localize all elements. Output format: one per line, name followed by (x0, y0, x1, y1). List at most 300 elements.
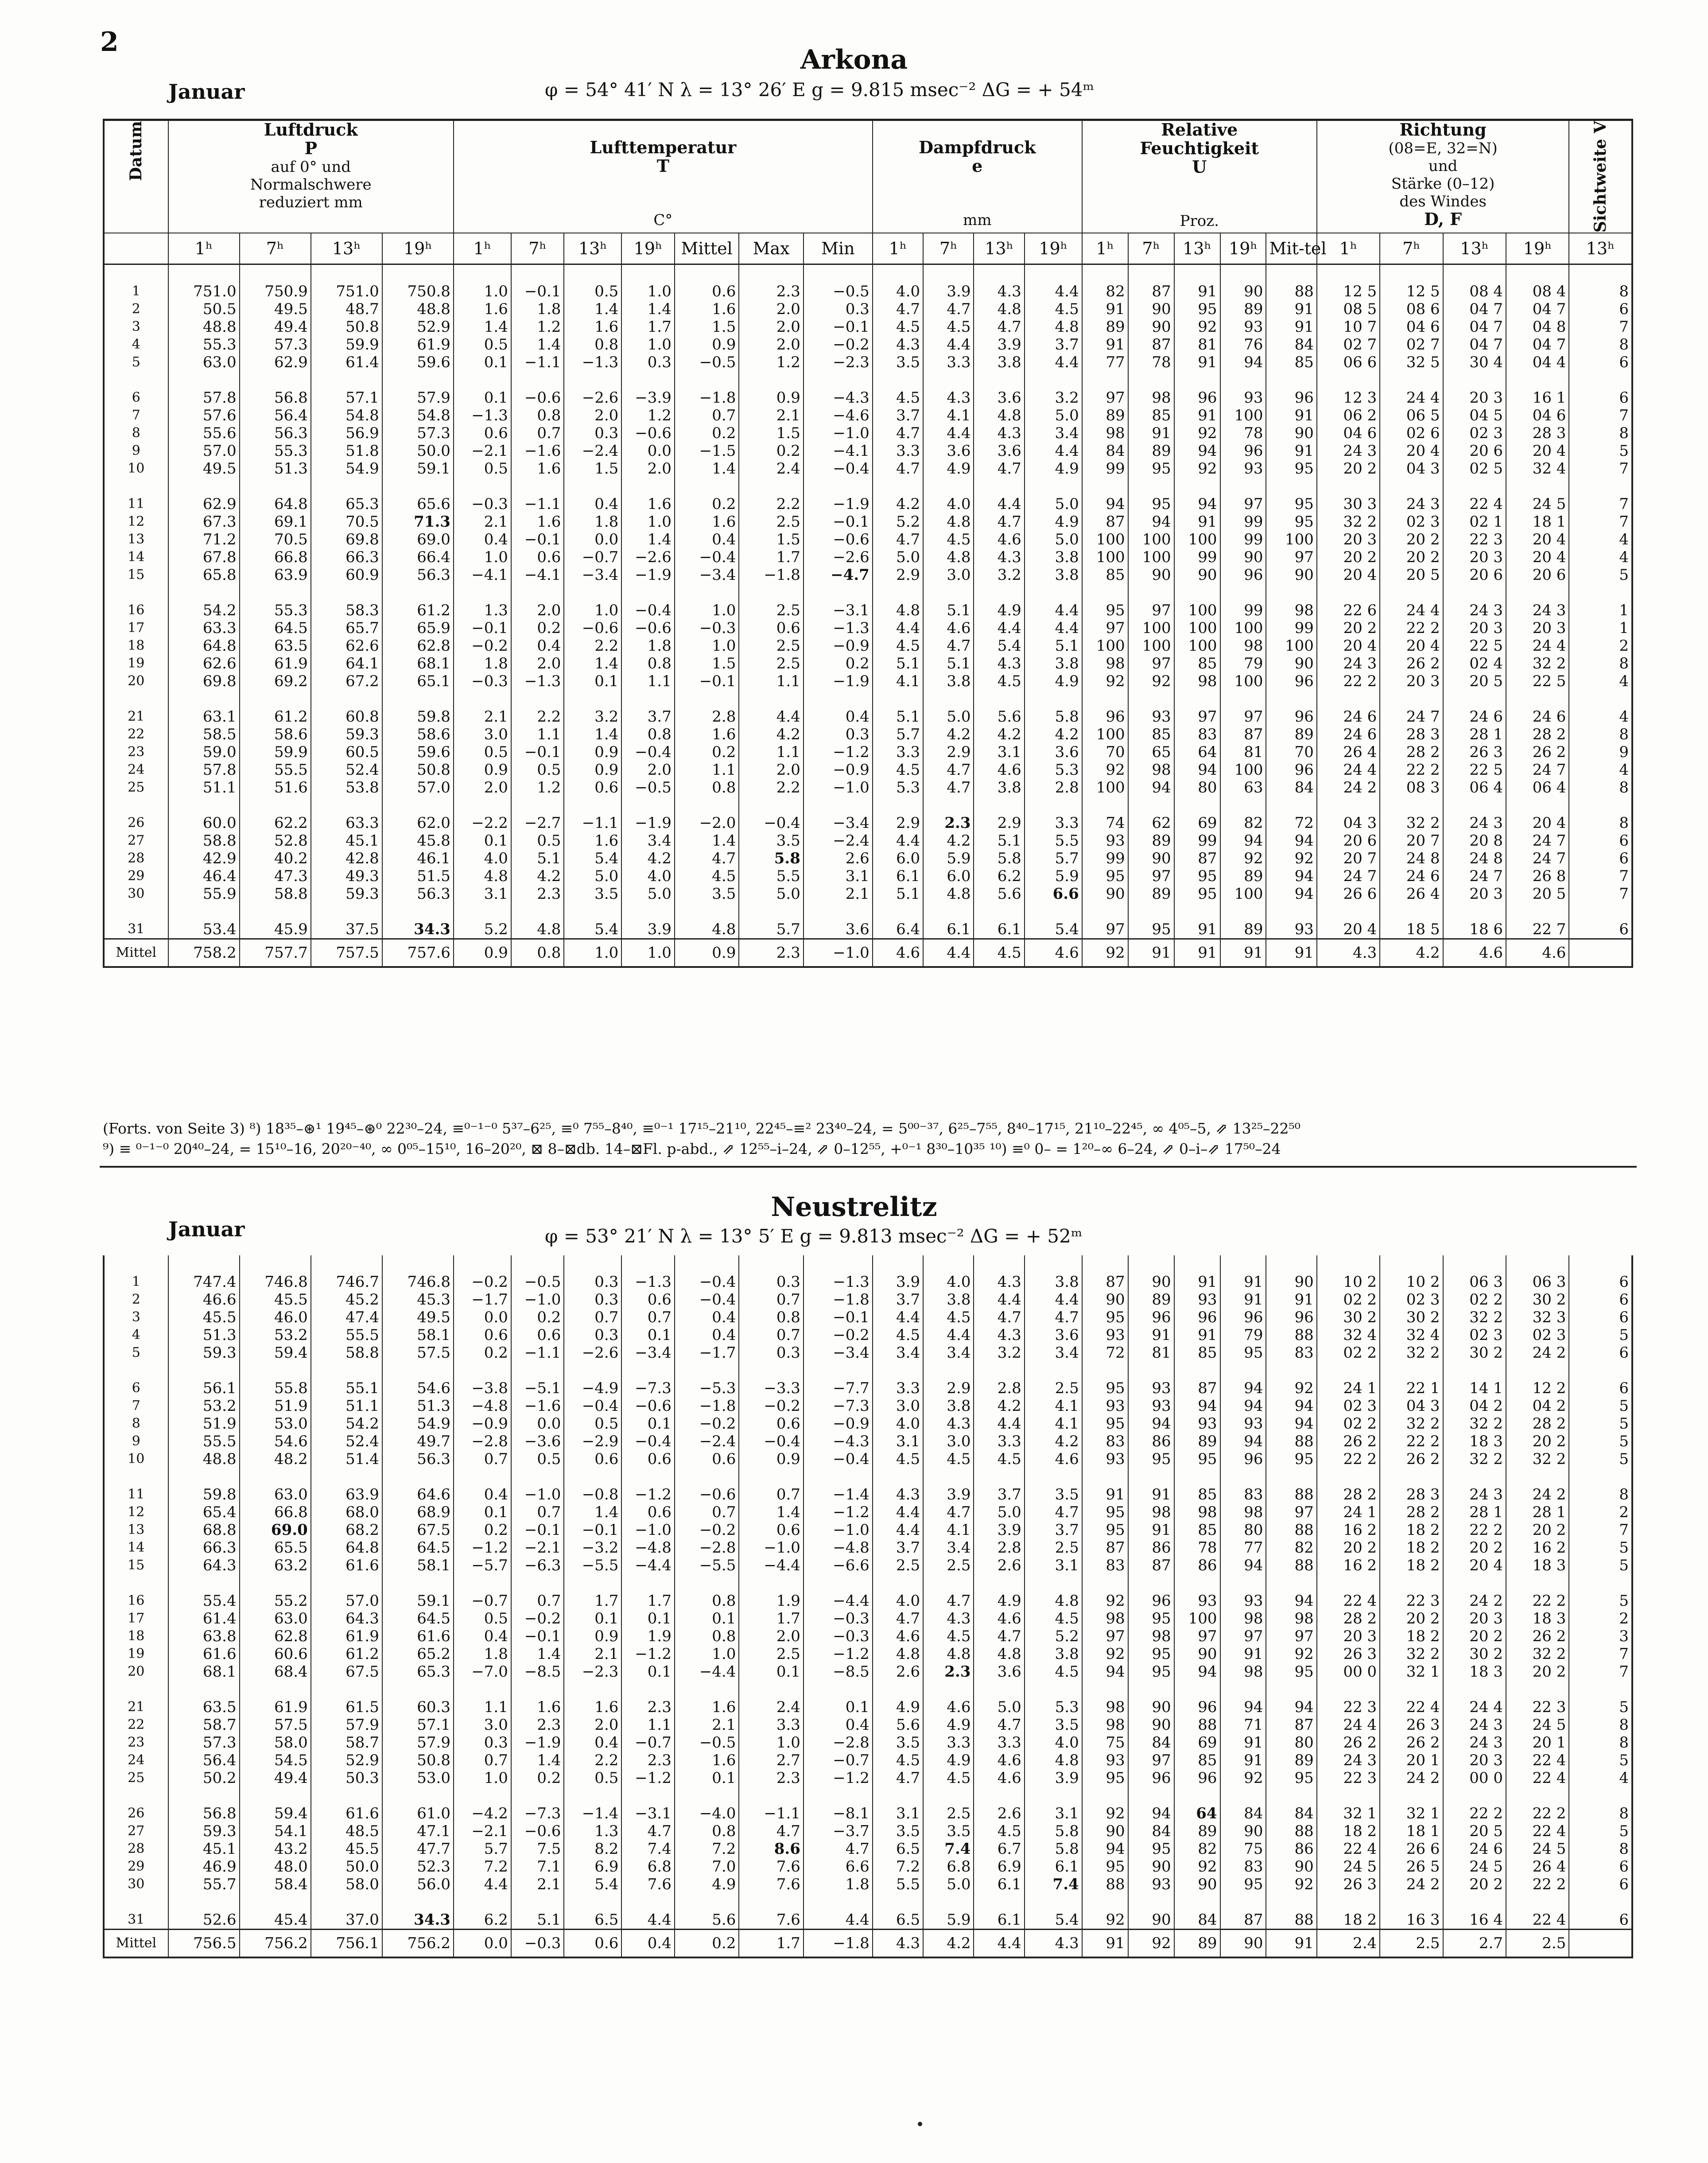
value-cell: 93 (1220, 318, 1266, 336)
spacer-cell (1443, 1255, 1506, 1273)
value-cell: 24 3 (1317, 442, 1380, 460)
value-cell: 2.5 (873, 1557, 923, 1574)
value-cell: 3.2 (974, 566, 1024, 584)
table-row (104, 1627, 1632, 1645)
mittel-cell: 756.1 (311, 1930, 382, 1958)
day-cell: 11 (104, 1486, 168, 1503)
spacer-cell (1443, 371, 1506, 389)
value-cell: 0.7 (511, 1503, 564, 1521)
value-cell: 24 6 (1443, 1840, 1506, 1858)
value-cell: 24 2 (1380, 1769, 1443, 1787)
value-cell: 20 6 (1317, 832, 1380, 850)
page-dot (918, 2122, 922, 2126)
value-cell: 3.0 (923, 1433, 974, 1450)
value-cell: 2.0 (454, 779, 511, 796)
value-cell: 59.1 (382, 460, 454, 478)
value-cell: 20 2 (1506, 1433, 1569, 1450)
value-cell: 87 (1082, 1273, 1128, 1291)
value-cell: 90 (1128, 1273, 1174, 1291)
group-spacer (104, 264, 1632, 283)
value-cell: 53.2 (168, 1397, 240, 1415)
value-cell: 83 (1174, 726, 1220, 743)
value-cell: 20 4 (1317, 920, 1380, 939)
table-row (104, 548, 1632, 566)
value-cell: 64.3 (168, 1557, 240, 1574)
value-cell: 5.4 (564, 850, 621, 867)
value-cell: 0.6 (454, 1326, 511, 1344)
value-cell: 56.3 (382, 885, 454, 903)
value-cell: 20 3 (1380, 672, 1443, 690)
value-cell: 52.4 (311, 1433, 382, 1450)
value-cell: 51.3 (382, 1397, 454, 1415)
value-cell: 98 (1220, 1663, 1266, 1681)
value-cell: 94 (1220, 1433, 1266, 1450)
value-cell: 26 4 (1380, 885, 1443, 903)
value-cell: 3.3 (873, 1379, 923, 1397)
table-row (104, 1539, 1632, 1557)
spacer-cell (168, 1362, 240, 1379)
spacer-cell (675, 1362, 739, 1379)
value-cell: 746.8 (382, 1273, 454, 1291)
table-row (104, 1716, 1632, 1734)
value-cell: 83 (1220, 1486, 1266, 1503)
spacer-cell (739, 584, 804, 602)
value-cell: 4.5 (873, 1450, 923, 1468)
spacer-cell (873, 371, 923, 389)
table-row (104, 761, 1632, 779)
value-cell: 24 2 (1506, 1344, 1569, 1362)
value-cell: 95 (1082, 1415, 1128, 1433)
value-cell: 65.2 (382, 1645, 454, 1663)
value-cell: 50.0 (382, 442, 454, 460)
value-cell: −3.4 (804, 814, 873, 832)
spacer-cell (1174, 1362, 1220, 1379)
spacer-cell (1082, 796, 1128, 814)
value-cell: 63.5 (240, 637, 311, 655)
spacer-cell (1443, 690, 1506, 708)
value-cell: 87 (1266, 1716, 1316, 1734)
mittel-cell: 4.5 (974, 939, 1024, 967)
spacer-cell (311, 1255, 382, 1273)
value-cell: 3.8 (1025, 1273, 1082, 1291)
value-cell: 94 (1174, 1663, 1220, 1681)
value-cell: 56.3 (240, 424, 311, 442)
value-cell: 88 (1266, 1822, 1316, 1840)
value-cell: 62.6 (311, 637, 382, 655)
value-cell: 2.6 (974, 1557, 1024, 1574)
value-cell: 4.1 (873, 672, 923, 690)
value-cell: 55.5 (311, 1326, 382, 1344)
value-cell: 04 7 (1443, 300, 1506, 318)
value-cell: −1.5 (675, 442, 739, 460)
table-row (104, 1273, 1632, 1291)
value-cell: 12 2 (1506, 1379, 1569, 1397)
value-cell: 3.3 (739, 1716, 804, 1734)
value-cell: 98 (1266, 602, 1316, 619)
value-cell: −1.2 (621, 1645, 675, 1663)
mittel-cell: 91 (1128, 939, 1174, 967)
value-cell: 65.8 (168, 566, 240, 584)
value-cell: 5.0 (974, 1503, 1024, 1521)
value-cell: 69.1 (240, 513, 311, 531)
value-cell: 18 1 (1506, 513, 1569, 531)
value-cell: 02 3 (1380, 513, 1443, 531)
table-row (104, 1876, 1632, 1893)
spacer-cell (511, 264, 564, 283)
value-cell: 46.0 (240, 1309, 311, 1326)
value-cell: 96 (1128, 1592, 1174, 1610)
mittel-cell: 2.5 (1506, 1930, 1569, 1958)
value-cell: 4.9 (974, 1592, 1024, 1610)
value-cell: 0.4 (804, 1716, 873, 1734)
value-cell: 2.8 (675, 708, 739, 726)
value-cell: 22 2 (1506, 1876, 1569, 1893)
value-cell: −2.9 (564, 1433, 621, 1450)
footnote-line-1: (Forts. von Seite 3) ⁸) 18³⁵–⊛¹ 19⁴⁵–⊛⁰ 22³⁰–24, ≡⁰⁻¹⁻⁰ 5³⁷–6²⁵, ≡⁰ 7⁵⁵–8⁴⁰, ≡⁰⁻¹ 17¹⁵–21¹⁰, 22⁴⁵–≡² 23⁴⁰–24, = 5⁰⁰⁻³⁷, 6²⁵–7⁵⁵, 8⁴⁰–17¹⁵, 21¹⁰–22⁴⁵, ∞ 4⁰⁵–5, ⇗ 13²⁵–22⁵⁰ (103, 1120, 1301, 1137)
value-cell: 26 6 (1317, 885, 1380, 903)
value-cell: −1.0 (804, 779, 873, 796)
spacer-cell (240, 1681, 311, 1698)
day-cell: 11 (104, 495, 168, 513)
value-cell: 45.5 (168, 1309, 240, 1326)
value-cell: 86 (1174, 1557, 1220, 1574)
spacer-cell (675, 1787, 739, 1805)
spacer-cell (382, 371, 454, 389)
value-cell: 59.9 (240, 743, 311, 761)
spacer-cell (511, 1255, 564, 1273)
value-cell: 90 (1082, 885, 1128, 903)
subheader-cell: 7ʰ (511, 233, 564, 264)
spacer-cell (454, 478, 511, 495)
value-cell: 24 5 (1443, 1858, 1506, 1876)
value-cell: 4.9 (974, 602, 1024, 619)
value-cell: 5 (1569, 1539, 1632, 1557)
value-cell: 57.8 (168, 761, 240, 779)
value-cell: −1.6 (511, 1397, 564, 1415)
value-cell: −0.4 (804, 460, 873, 478)
value-cell: 08 3 (1380, 779, 1443, 796)
value-cell: 20 3 (1443, 885, 1506, 903)
table-row (104, 442, 1632, 460)
mittel-cell: 91 (1220, 939, 1266, 967)
value-cell: 3.8 (974, 779, 1024, 796)
value-cell: 3.1 (873, 1805, 923, 1822)
value-cell: −1.0 (739, 1539, 804, 1557)
value-cell: 02 2 (1317, 1344, 1380, 1362)
value-cell: 4.7 (873, 300, 923, 318)
value-cell: 78 (1220, 424, 1266, 442)
day-cell: 16 (104, 602, 168, 619)
value-cell: −0.2 (739, 1397, 804, 1415)
value-cell: 3.8 (1025, 1645, 1082, 1663)
value-cell: 4.4 (873, 832, 923, 850)
value-cell: 3.7 (873, 1291, 923, 1309)
value-cell: 97 (1174, 708, 1220, 726)
value-cell: 02 7 (1380, 336, 1443, 353)
value-cell: 28 2 (1380, 1503, 1443, 1521)
value-cell: 92 (1266, 1379, 1316, 1397)
spacer-cell (564, 690, 621, 708)
spacer-cell (1025, 584, 1082, 602)
value-cell: 18 5 (1380, 920, 1443, 939)
spacer-cell (564, 903, 621, 920)
value-cell: 5.9 (1025, 867, 1082, 885)
spacer-cell (564, 1893, 621, 1911)
table-row (104, 602, 1632, 619)
value-cell: 3.8 (923, 672, 974, 690)
value-cell: 58.0 (311, 1876, 382, 1893)
value-cell: 51.4 (311, 1450, 382, 1468)
spacer-cell (382, 1362, 454, 1379)
value-cell: 4.6 (974, 531, 1024, 548)
value-cell: −0.1 (511, 283, 564, 300)
value-cell: 20 3 (1506, 619, 1569, 637)
value-cell: 91 (1128, 1521, 1174, 1539)
value-cell: 4.9 (1025, 513, 1082, 531)
value-cell: −1.8 (675, 1397, 739, 1415)
value-cell: 3.3 (873, 442, 923, 460)
value-cell: 4.5 (974, 672, 1024, 690)
value-cell: 85 (1266, 353, 1316, 371)
value-cell: −1.2 (804, 1503, 873, 1521)
spacer-cell (1380, 796, 1443, 814)
value-cell: 5.0 (1025, 495, 1082, 513)
value-cell: 1.6 (675, 1751, 739, 1769)
spacer-cell (804, 1255, 873, 1273)
value-cell: 88 (1266, 283, 1316, 300)
value-cell: 57.0 (382, 779, 454, 796)
value-cell: 54.1 (240, 1822, 311, 1840)
value-cell: 100 (1082, 531, 1128, 548)
value-cell: 22 5 (1443, 637, 1506, 655)
spacer-cell (1025, 1787, 1082, 1805)
value-cell: 4.7 (974, 1309, 1024, 1326)
value-cell: 84 (1266, 1805, 1316, 1822)
value-cell: 91 (1266, 442, 1316, 460)
value-cell: 2.4 (739, 460, 804, 478)
value-cell: −2.4 (804, 832, 873, 850)
value-cell: 7.6 (739, 1911, 804, 1930)
spacer-cell (1569, 1574, 1632, 1592)
value-cell: 1.4 (621, 300, 675, 318)
luftdruck-header: Luftdruck P auf 0° und Normalschwere reduziert mm (168, 120, 454, 233)
spacer-cell (974, 903, 1024, 920)
value-cell: 3.6 (1025, 1326, 1082, 1344)
value-cell: 85 (1082, 566, 1128, 584)
spacer-cell (923, 478, 974, 495)
value-cell: 30 2 (1443, 1344, 1506, 1362)
value-cell: 0.6 (564, 779, 621, 796)
value-cell: −1.0 (804, 1521, 873, 1539)
value-cell: 24 4 (1317, 761, 1380, 779)
spacer-cell (675, 264, 739, 283)
spacer-cell (1266, 1787, 1316, 1805)
value-cell: 3.3 (873, 743, 923, 761)
spacer-cell (104, 796, 168, 814)
value-cell: 6 (1569, 1291, 1632, 1309)
value-cell: 1.6 (675, 1698, 739, 1716)
value-cell: 90 (1266, 566, 1316, 584)
value-cell: 18 2 (1380, 1539, 1443, 1557)
value-cell: 92 (1082, 1645, 1128, 1663)
value-cell: 6.6 (804, 1858, 873, 1876)
value-cell: 43.2 (240, 1840, 311, 1858)
day-cell: 29 (104, 867, 168, 885)
spacer-cell (1317, 1468, 1380, 1486)
value-cell: 0.8 (675, 1822, 739, 1840)
value-cell: 0.7 (454, 1751, 511, 1769)
spacer-cell (1082, 1787, 1128, 1805)
spacer-cell (1569, 584, 1632, 602)
spacer-cell (311, 796, 382, 814)
value-cell: 54.8 (382, 407, 454, 424)
value-cell: −1.4 (804, 1486, 873, 1503)
value-cell: 5 (1569, 1751, 1632, 1769)
value-cell: 1.0 (621, 513, 675, 531)
value-cell: 3.8 (1025, 548, 1082, 566)
value-cell: 4.4 (1025, 442, 1082, 460)
mittel-cell: 4.6 (1506, 939, 1569, 967)
value-cell: 02 3 (1506, 1326, 1569, 1344)
value-cell: 4.8 (923, 1645, 974, 1663)
value-cell: 4.8 (675, 920, 739, 939)
value-cell: 10 7 (1317, 318, 1380, 336)
value-cell: 85 (1174, 655, 1220, 672)
day-cell: 29 (104, 1858, 168, 1876)
value-cell: −0.4 (804, 1450, 873, 1468)
value-cell: 90 (1266, 1273, 1316, 1291)
value-cell: 1.6 (511, 460, 564, 478)
value-cell: 95 (1082, 602, 1128, 619)
value-cell: 55.3 (240, 442, 311, 460)
value-cell: 34.3 (382, 1911, 454, 1930)
value-cell: 78 (1174, 1539, 1220, 1557)
value-cell: 91 (1174, 1273, 1220, 1291)
value-cell: 61.9 (240, 1698, 311, 1716)
value-cell: 7 (1569, 867, 1632, 885)
value-cell: 0.2 (804, 655, 873, 672)
value-cell: 22 4 (1506, 1751, 1569, 1769)
spacer-cell (1317, 1255, 1380, 1273)
value-cell: 4.3 (873, 1486, 923, 1503)
value-cell: 0.3 (739, 1273, 804, 1291)
value-cell: 5.7 (739, 920, 804, 939)
value-cell: 80 (1266, 1734, 1316, 1751)
value-cell: 20 4 (1317, 637, 1380, 655)
value-cell: 2.2 (564, 637, 621, 655)
value-cell: 94 (1220, 1397, 1266, 1415)
mittel-cell: 89 (1174, 1930, 1220, 1958)
value-cell: 96 (1220, 1450, 1266, 1468)
value-cell: −2.1 (454, 1822, 511, 1840)
spacer-cell (923, 1362, 974, 1379)
spacer-cell (1443, 1574, 1506, 1592)
value-cell: 96 (1220, 1309, 1266, 1326)
value-cell: 3.6 (804, 920, 873, 939)
value-cell: 95 (1128, 920, 1174, 939)
value-cell: 22 2 (1317, 672, 1380, 690)
value-cell: 6 (1569, 832, 1632, 850)
value-cell: 4.5 (1025, 300, 1082, 318)
value-cell: 6 (1569, 850, 1632, 867)
day-cell: 28 (104, 850, 168, 867)
value-cell: 68.9 (382, 1503, 454, 1521)
table-row (104, 814, 1632, 832)
day-cell: 25 (104, 1769, 168, 1787)
spacer-cell (923, 371, 974, 389)
spacer-cell (873, 690, 923, 708)
value-cell: 95 (1174, 300, 1220, 318)
value-cell: 5.6 (675, 1911, 739, 1930)
value-cell: 4.5 (974, 1822, 1024, 1840)
value-cell: 747.4 (168, 1273, 240, 1291)
spacer-cell (382, 1574, 454, 1592)
mittel-cell: 91 (1266, 1930, 1316, 1958)
value-cell: 82 (1082, 283, 1128, 300)
value-cell: 1.4 (511, 1751, 564, 1769)
value-cell: 54.2 (311, 1415, 382, 1433)
value-cell: 1.7 (739, 548, 804, 566)
spacer-cell (675, 903, 739, 920)
value-cell: −1.2 (621, 1486, 675, 1503)
value-cell: −0.6 (621, 424, 675, 442)
day-cell: 28 (104, 1840, 168, 1858)
value-cell: −1.3 (564, 353, 621, 371)
value-cell: 0.6 (564, 1450, 621, 1468)
value-cell: 4.9 (923, 460, 974, 478)
value-cell: 4.9 (675, 1876, 739, 1893)
value-cell: −1.4 (564, 1805, 621, 1822)
value-cell: −4.4 (804, 1592, 873, 1610)
day-cell: 15 (104, 566, 168, 584)
value-cell: 51.9 (240, 1397, 311, 1415)
value-cell: 6.8 (923, 1858, 974, 1876)
value-cell: 95 (1082, 1769, 1128, 1787)
value-cell: −0.1 (454, 619, 511, 637)
value-cell: 20 2 (1443, 1539, 1506, 1557)
spacer-cell (804, 478, 873, 495)
value-cell: −4.4 (621, 1557, 675, 1574)
spacer-cell (739, 1255, 804, 1273)
spacer-cell (974, 264, 1024, 283)
spacer-cell (1569, 371, 1632, 389)
value-cell: 53.4 (168, 920, 240, 939)
value-cell: 57.9 (311, 1716, 382, 1734)
spacer-cell (1569, 478, 1632, 495)
value-cell: 88 (1082, 1876, 1128, 1893)
value-cell: −2.4 (564, 442, 621, 460)
value-cell: 3.9 (1025, 1769, 1082, 1787)
value-cell: 64.1 (311, 655, 382, 672)
value-cell: 89 (1128, 1291, 1174, 1309)
value-cell: 56.3 (382, 566, 454, 584)
value-cell: 22 7 (1506, 920, 1569, 939)
value-cell: 18 2 (1317, 1911, 1380, 1930)
value-cell: 56.9 (311, 424, 382, 442)
value-cell: 95 (1128, 1663, 1174, 1681)
spacer-cell (1443, 1468, 1506, 1486)
spacer-cell (1569, 796, 1632, 814)
value-cell: −0.6 (511, 389, 564, 407)
value-cell: 2.1 (564, 1645, 621, 1663)
value-cell: 00 0 (1443, 1769, 1506, 1787)
value-cell: −5.5 (675, 1557, 739, 1574)
day-cell: 9 (104, 1433, 168, 1450)
spacer-cell (675, 1574, 739, 1592)
value-cell: 66.3 (168, 1539, 240, 1557)
mittel-cell: 92 (1082, 939, 1128, 967)
value-cell: 06 4 (1443, 779, 1506, 796)
